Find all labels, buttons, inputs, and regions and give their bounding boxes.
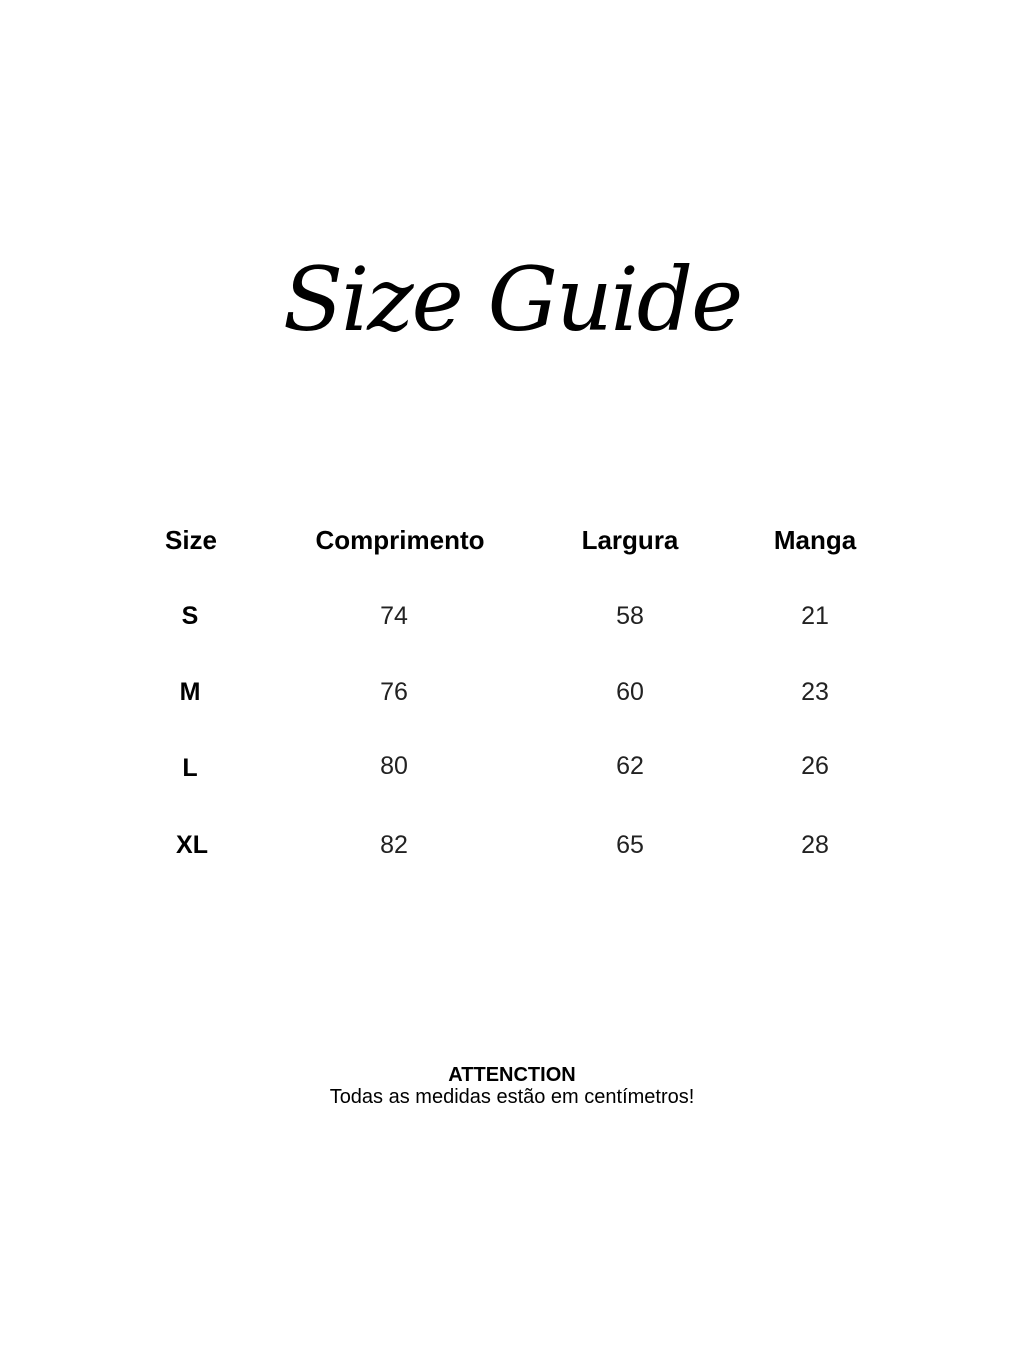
table-cell-largura: 58 — [616, 602, 644, 630]
header-size: Size — [164, 525, 218, 555]
header-manga: Manga — [773, 525, 857, 555]
table-cell-comprimento: 82 — [380, 831, 408, 859]
table-cell-comprimento: 80 — [380, 752, 408, 780]
table-row-size: XL — [176, 831, 208, 859]
table-cell-manga: 28 — [801, 831, 829, 859]
table-cell-largura: 62 — [616, 752, 644, 780]
header-largura: Largura — [581, 525, 679, 555]
table-cell-largura: 65 — [616, 831, 644, 859]
attention-text: Todas as medidas estão em centímetros! — [329, 1086, 695, 1108]
table-cell-comprimento: 74 — [380, 602, 408, 630]
table-row-size: M — [179, 678, 201, 706]
table-cell-manga: 21 — [801, 602, 829, 630]
page-title: Size Guide — [282, 248, 742, 351]
table-cell-largura: 60 — [616, 678, 644, 706]
table-cell-manga: 23 — [801, 678, 829, 706]
table-row-size: L — [182, 754, 198, 782]
table-cell-comprimento: 76 — [380, 678, 408, 706]
table-row-size: S — [181, 602, 199, 630]
header-comprimento: Comprimento — [315, 525, 485, 555]
table-cell-manga: 26 — [801, 752, 829, 780]
attention-heading: ATTENCTION — [448, 1064, 576, 1086]
